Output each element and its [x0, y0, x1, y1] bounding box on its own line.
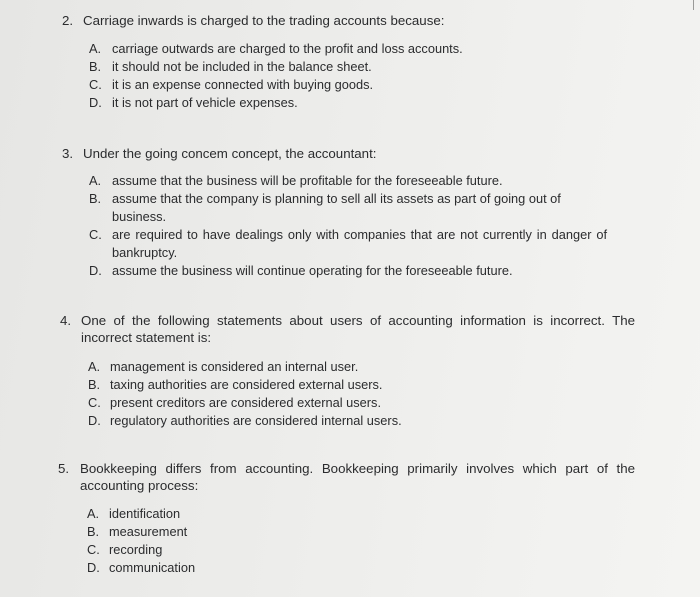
- question-2: [0, 12, 700, 29]
- option-letter: D.: [88, 413, 101, 428]
- option-text: regulatory authorities are considered internal users.: [110, 413, 402, 428]
- question-number: 4.: [60, 313, 72, 328]
- option-c: [0, 76, 700, 94]
- question-number: 5.: [58, 461, 70, 476]
- option-b: [0, 190, 700, 226]
- option-letter: A.: [89, 173, 102, 188]
- question-3: [0, 145, 700, 162]
- edge-mark: [693, 0, 694, 10]
- option-letter: C.: [89, 227, 102, 242]
- question-4: [0, 312, 700, 348]
- option-letter: B.: [88, 377, 101, 392]
- option-letter: A.: [87, 506, 100, 521]
- option-text: assume that the business will be profitable for the foreseeable future.: [112, 173, 503, 188]
- option-letter: D.: [89, 95, 102, 110]
- option-c: [0, 226, 700, 262]
- option-text: management is considered an internal user.: [110, 359, 359, 374]
- option-letter: C.: [88, 395, 101, 410]
- option-text: it should not be included in the balance sheet.: [112, 59, 372, 74]
- option-a: [0, 505, 700, 523]
- option-text: assume that the company is planning to sell all its assets as part of going out of business.: [112, 191, 561, 224]
- option-text: taxing authorities are considered external users.: [110, 377, 383, 392]
- option-d: [0, 559, 700, 577]
- option-text: carriage outwards are charged to the profit and loss accounts.: [112, 41, 463, 56]
- option-text: it is not part of vehicle expenses.: [112, 95, 298, 110]
- options-q4: [0, 358, 700, 430]
- options-q2: [0, 40, 700, 112]
- option-text: measurement: [109, 524, 188, 539]
- option-d: [0, 262, 700, 280]
- option-letter: A.: [89, 41, 102, 56]
- option-d: [0, 412, 700, 430]
- question-header: [0, 460, 700, 496]
- option-b: [0, 523, 700, 541]
- option-text: it is an expense connected with buying goods.: [112, 77, 374, 92]
- option-c: [0, 541, 700, 559]
- option-letter: B.: [89, 191, 102, 206]
- option-text: present creditors are considered external users.: [110, 395, 382, 410]
- question-header: [0, 145, 700, 162]
- option-text: recording: [109, 542, 163, 557]
- option-letter: A.: [88, 359, 101, 374]
- option-text: assume the business will continue operating for the foreseeable future.: [112, 263, 513, 278]
- option-c: [0, 394, 700, 412]
- question-text: Carriage inwards is charged to the trading accounts because:: [83, 13, 445, 28]
- option-a: [0, 172, 700, 190]
- option-text: are required to have dealings only with companies that are not currently in danger of bankruptcy.: [112, 227, 607, 260]
- question-text: Bookkeeping differs from accounting. Bookkeeping primarily involves which part of the accounting process:: [80, 461, 635, 493]
- option-letter: B.: [87, 524, 100, 539]
- question-number: 3.: [62, 146, 74, 161]
- question-header: [0, 312, 700, 348]
- option-text: communication: [109, 560, 196, 575]
- question-text: Under the going concem concept, the accountant:: [83, 146, 377, 161]
- option-a: [0, 40, 700, 58]
- option-d: [0, 94, 700, 112]
- option-b: [0, 376, 700, 394]
- option-letter: C.: [87, 542, 100, 557]
- option-a: [0, 358, 700, 376]
- question-header: [0, 12, 700, 29]
- option-letter: C.: [89, 77, 102, 92]
- option-letter: D.: [87, 560, 100, 575]
- question-5: [0, 460, 700, 496]
- options-q3: [0, 172, 700, 280]
- options-q5: [0, 505, 700, 577]
- question-text: One of the following statements about users of accounting information is incorrect. The incorrect statement is:: [81, 313, 635, 345]
- option-letter: B.: [89, 59, 102, 74]
- option-letter: D.: [89, 263, 102, 278]
- question-number: 2.: [62, 13, 74, 28]
- option-text: identification: [109, 506, 181, 521]
- option-b: [0, 58, 700, 76]
